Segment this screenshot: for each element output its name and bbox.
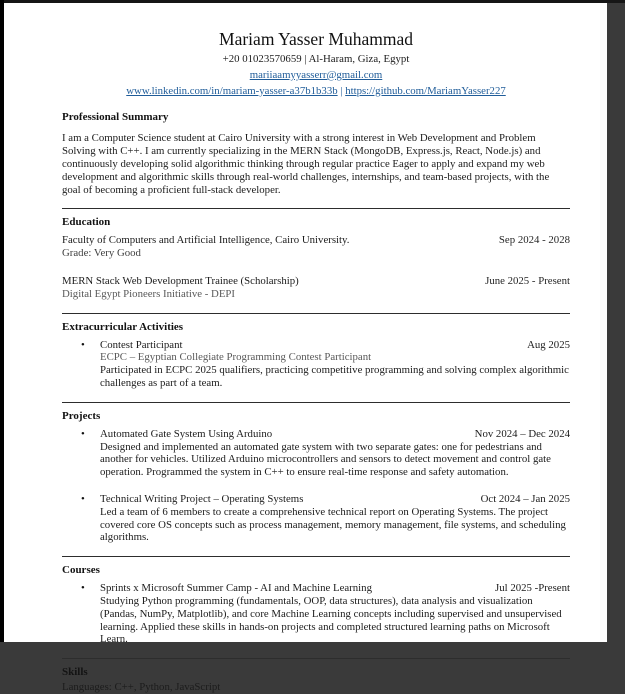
- project-title: Automated Gate System Using Arduino: [100, 427, 273, 440]
- email-link[interactable]: mariiaamyyasserr@gmail.com: [249, 68, 383, 81]
- education-subtitle: Digital Egypt Pioneers Initiative - DEPI: [62, 287, 236, 300]
- project-description: Led a team of 6 members to create a comprehensive technical report on Operating Systems. The project covered core OS concepts such as process management, memory management, file systems, and scheduling algorithms.: [100, 505, 566, 544]
- course-description: Studying Python programming (fundamentals, OOP, data structures), data analysis and visualization (Pandas, NumPy, Matplotlib), and core Machine Learning concepts including supervised and unsupervised learning. Applied these skills in hands-on projects and completed structured learning paths on Microsoft Learn.: [100, 594, 562, 646]
- contact-line: +20 01023570659 | Al-Haram, Giza, Egypt: [222, 53, 410, 65]
- section-heading-skills: Skills: [62, 666, 88, 679]
- bullet-icon: •: [81, 338, 85, 351]
- section-divider: [62, 658, 570, 659]
- project-date: Nov 2024 – Dec 2024: [474, 427, 570, 440]
- candidate-name: Mariam Yasser Muhammad: [219, 29, 413, 49]
- section-heading-education: Education: [62, 216, 111, 229]
- education-title: Faculty of Computers and Artificial Intelligence, Cairo University.: [62, 234, 350, 247]
- resume-page: [4, 3, 607, 694]
- resume-header: [62, 29, 570, 97]
- section-heading-projects: Projects: [62, 409, 101, 422]
- extracurricular-item: [62, 339, 570, 390]
- summary-text: I am a Computer Science student at Cairo University with a strong interest in Web Development and Problem Solving with C++. I am currently specializing in the MERN Stack (MongoDB, Express.js, React, Node.js) and continuously developing solid algorithmic thinking through regular practice Eager to apply and expand my web development and algorithmic skills through real-world challenges, internships, and team-based projects, with the goal of becoming a proficient full-stack developer.: [62, 132, 550, 196]
- project-item: [62, 428, 570, 479]
- project-description: Designed and implemented an automated gate system with two separate gates: one for pedestrians and another for vehicles. Utilized Arduino microcontrollers and sensors to detect movement and control gate operation. Programmed the system in C++ to ensure real-time response and safety automation.: [100, 440, 551, 479]
- education-entry: [62, 234, 570, 260]
- github-link[interactable]: https://github.com/MariamYasser227: [345, 84, 506, 97]
- education-date: June 2025 - Present: [485, 274, 570, 287]
- section-heading-courses: Courses: [62, 564, 100, 577]
- extracurricular-title: Contest Participant: [100, 338, 183, 351]
- course-title: Sprints x Microsoft Summer Camp - AI and Machine Learning: [100, 582, 372, 595]
- education-title: MERN Stack Web Development Trainee (Scholarship): [62, 274, 299, 287]
- extracurricular-description: Participated in ECPC 2025 qualifiers, practicing competitive programming and solving complex algorithmic challenges as part of a team.: [100, 364, 569, 389]
- education-subtitle: Grade: Very Good: [62, 247, 141, 260]
- bullet-icon: •: [81, 582, 85, 595]
- section-divider: [62, 402, 570, 403]
- project-item: [62, 493, 570, 544]
- education-entry: [62, 275, 570, 301]
- project-date: Oct 2024 – Jan 2025: [480, 492, 570, 505]
- section-heading-extracurricular: Extracurricular Activities: [62, 320, 184, 333]
- course-item: [62, 582, 570, 646]
- skills-languages: Languages: C++, Python, JavaScript: [62, 681, 221, 694]
- link-separator: |: [337, 84, 346, 97]
- linkedin-link[interactable]: www.linkedin.com/in/mariam-yasser-a37b1b33b: [126, 84, 338, 97]
- section-divider: [62, 313, 570, 314]
- section-heading-summary: Professional Summary: [62, 111, 169, 124]
- section-divider: [62, 556, 570, 557]
- education-date: Sep 2024 - 2028: [498, 234, 570, 247]
- project-title: Technical Writing Project – Operating Systems: [100, 492, 304, 505]
- extracurricular-subtitle: ECPC – Egyptian Collegiate Programming Contest Participant: [100, 351, 372, 364]
- bullet-icon: •: [81, 492, 85, 505]
- extracurricular-date: Aug 2025: [527, 338, 570, 351]
- course-date: Jul 2025 -Present: [495, 582, 570, 595]
- bullet-icon: •: [81, 427, 85, 440]
- section-divider: [62, 208, 570, 209]
